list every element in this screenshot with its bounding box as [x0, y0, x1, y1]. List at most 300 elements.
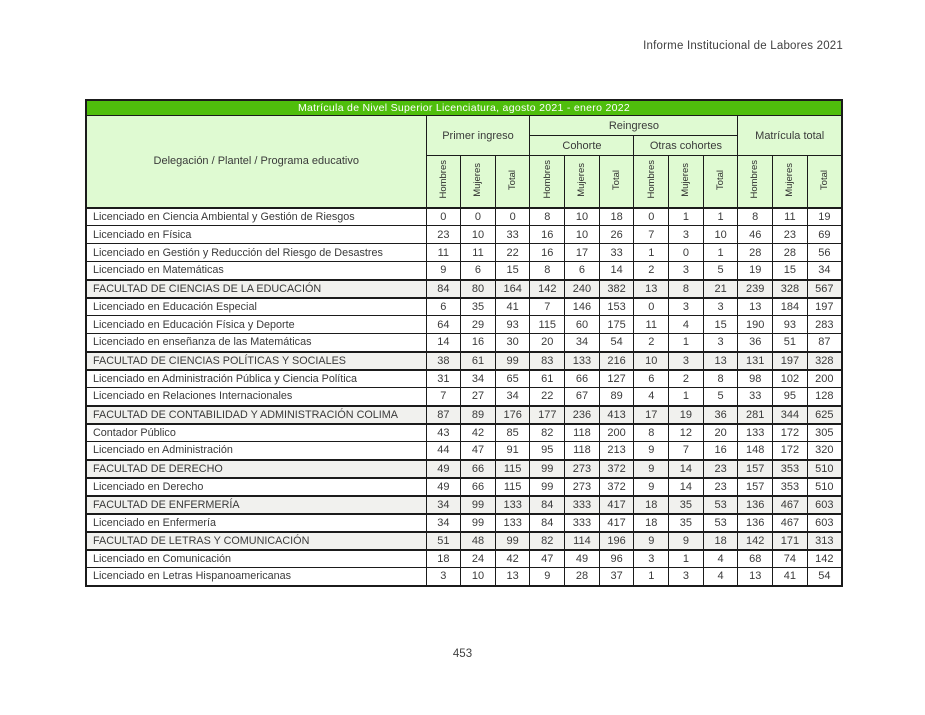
value-cell: 118: [565, 442, 600, 460]
value-cell: 67: [565, 388, 600, 406]
value-cell: 1: [669, 388, 704, 406]
value-cell: 0: [669, 244, 704, 262]
value-cell: 53: [703, 496, 738, 514]
value-cell: 20: [703, 424, 738, 442]
value-cell: 3: [634, 550, 669, 568]
value-cell: 41: [773, 568, 808, 586]
value-cell: 133: [495, 514, 530, 532]
value-cell: 0: [634, 298, 669, 316]
value-cell: 7: [634, 226, 669, 244]
value-cell: 98: [738, 370, 773, 388]
group-header-reingreso: Reingreso: [530, 116, 738, 136]
value-cell: 99: [461, 514, 496, 532]
column-header-mujeres: [773, 156, 808, 208]
value-cell: 3: [703, 298, 738, 316]
faculty-label: FACULTAD DE CONTABILIDAD Y ADMINISTRACIÓN COLIMA: [86, 406, 426, 424]
faculty-row: [86, 280, 842, 298]
value-cell: 172: [773, 442, 808, 460]
value-cell: 9: [426, 262, 461, 280]
value-cell: 2: [669, 370, 704, 388]
value-cell: 14: [669, 460, 704, 478]
value-cell: 36: [703, 406, 738, 424]
value-cell: 61: [461, 352, 496, 370]
value-cell: 603: [807, 514, 842, 532]
column-header-hombres: [426, 156, 461, 208]
value-cell: 10: [461, 568, 496, 586]
value-cell: 567: [807, 280, 842, 298]
table-title: Matrícula de Nivel Superior Licenciatura, agosto 2021 - enero 2022: [86, 100, 842, 116]
value-cell: 10: [461, 226, 496, 244]
value-cell: 146: [565, 298, 600, 316]
value-cell: 13: [738, 298, 773, 316]
value-cell: 115: [530, 316, 565, 334]
value-cell: 625: [807, 406, 842, 424]
value-cell: 2: [634, 334, 669, 352]
enrollment-table: [85, 99, 843, 587]
value-cell: 23: [703, 460, 738, 478]
column-header-label: Mujeres: [784, 162, 796, 197]
faculty-row: [86, 496, 842, 514]
value-cell: 102: [773, 370, 808, 388]
value-cell: 34: [807, 262, 842, 280]
value-cell: 54: [599, 334, 634, 352]
value-cell: 23: [773, 226, 808, 244]
value-cell: 273: [565, 460, 600, 478]
value-cell: 35: [669, 514, 704, 532]
column-header-total: [495, 156, 530, 208]
value-cell: 9: [530, 568, 565, 586]
value-cell: 240: [565, 280, 600, 298]
value-cell: 136: [738, 514, 773, 532]
value-cell: 200: [599, 424, 634, 442]
subgroup-header-cohorte: Cohorte: [530, 136, 634, 156]
value-cell: 213: [599, 442, 634, 460]
value-cell: 239: [738, 280, 773, 298]
value-cell: 8: [530, 262, 565, 280]
value-cell: 7: [669, 442, 704, 460]
value-cell: 19: [738, 262, 773, 280]
value-cell: 51: [426, 532, 461, 550]
value-cell: 200: [807, 370, 842, 388]
program-row: [86, 514, 842, 532]
program-label: Licenciado en Relaciones Internacionales: [86, 388, 426, 406]
enrollment-table-container: [85, 99, 843, 587]
value-cell: 136: [738, 496, 773, 514]
value-cell: 99: [495, 352, 530, 370]
value-cell: 9: [634, 478, 669, 496]
value-cell: 16: [530, 226, 565, 244]
value-cell: 1: [703, 208, 738, 226]
value-cell: 17: [634, 406, 669, 424]
value-cell: 196: [599, 532, 634, 550]
value-cell: 15: [495, 262, 530, 280]
program-label: Licenciado en Letras Hispanoamericanas: [86, 568, 426, 586]
value-cell: 5: [703, 388, 738, 406]
group-header-row: [86, 116, 842, 136]
value-cell: 11: [634, 316, 669, 334]
value-cell: 1: [669, 334, 704, 352]
value-cell: 9: [634, 532, 669, 550]
value-cell: 184: [773, 298, 808, 316]
value-cell: 4: [703, 568, 738, 586]
value-cell: 0: [634, 208, 669, 226]
program-label: Licenciado en Administración: [86, 442, 426, 460]
value-cell: 10: [565, 226, 600, 244]
value-cell: 417: [599, 514, 634, 532]
value-cell: 18: [703, 532, 738, 550]
value-cell: 35: [669, 496, 704, 514]
value-cell: 11: [461, 244, 496, 262]
value-cell: 41: [495, 298, 530, 316]
column-header-mujeres: [565, 156, 600, 208]
program-row: [86, 442, 842, 460]
value-cell: 18: [426, 550, 461, 568]
program-label: Licenciado en Administración Pública y Ciencia Política: [86, 370, 426, 388]
value-cell: 1: [669, 550, 704, 568]
program-label: Licenciado en Gestión y Reducción del Riesgo de Desastres: [86, 244, 426, 262]
value-cell: 13: [738, 568, 773, 586]
value-cell: 16: [461, 334, 496, 352]
column-header-total: [807, 156, 842, 208]
value-cell: 333: [565, 514, 600, 532]
value-cell: 99: [530, 460, 565, 478]
value-cell: 3: [669, 226, 704, 244]
value-cell: 11: [773, 208, 808, 226]
program-label: Licenciado en Derecho: [86, 478, 426, 496]
value-cell: 283: [807, 316, 842, 334]
value-cell: 85: [495, 424, 530, 442]
value-cell: 353: [773, 460, 808, 478]
value-cell: 80: [461, 280, 496, 298]
value-cell: 20: [530, 334, 565, 352]
value-cell: 99: [495, 532, 530, 550]
value-cell: 14: [426, 334, 461, 352]
column-header-total: [599, 156, 634, 208]
value-cell: 22: [530, 388, 565, 406]
program-label: Licenciado en Comunicación: [86, 550, 426, 568]
value-cell: 18: [634, 496, 669, 514]
value-cell: 216: [599, 352, 634, 370]
value-cell: 65: [495, 370, 530, 388]
value-cell: 413: [599, 406, 634, 424]
value-cell: 66: [461, 460, 496, 478]
value-cell: 34: [565, 334, 600, 352]
value-cell: 74: [773, 550, 808, 568]
value-cell: 15: [773, 262, 808, 280]
value-cell: 313: [807, 532, 842, 550]
value-cell: 382: [599, 280, 634, 298]
column-header-label: Total: [506, 169, 518, 190]
value-cell: 177: [530, 406, 565, 424]
value-cell: 49: [426, 478, 461, 496]
value-cell: 56: [807, 244, 842, 262]
table-body: [86, 208, 842, 586]
value-cell: 164: [495, 280, 530, 298]
value-cell: 175: [599, 316, 634, 334]
value-cell: 1: [634, 244, 669, 262]
value-cell: 197: [807, 298, 842, 316]
value-cell: 115: [495, 460, 530, 478]
value-cell: 3: [669, 262, 704, 280]
value-cell: 89: [599, 388, 634, 406]
value-cell: 89: [461, 406, 496, 424]
value-cell: 4: [669, 316, 704, 334]
value-cell: 328: [807, 352, 842, 370]
table-title-row: [86, 100, 842, 116]
value-cell: 8: [738, 208, 773, 226]
table-header: [86, 100, 842, 208]
value-cell: 148: [738, 442, 773, 460]
column-header-label: Hombres: [749, 160, 761, 200]
program-row: [86, 478, 842, 496]
value-cell: 18: [599, 208, 634, 226]
value-cell: 118: [565, 424, 600, 442]
value-cell: 29: [461, 316, 496, 334]
value-cell: 47: [530, 550, 565, 568]
report-header-title: Informe Institucional de Labores 2021: [643, 40, 843, 52]
value-cell: 68: [738, 550, 773, 568]
value-cell: 24: [461, 550, 496, 568]
value-cell: 87: [807, 334, 842, 352]
value-cell: 1: [669, 208, 704, 226]
value-cell: 84: [530, 514, 565, 532]
value-cell: 82: [530, 532, 565, 550]
value-cell: 10: [634, 352, 669, 370]
faculty-label: FACULTAD DE CIENCIAS POLÍTICAS Y SOCIALES: [86, 352, 426, 370]
value-cell: 83: [530, 352, 565, 370]
value-cell: 8: [530, 208, 565, 226]
program-row: [86, 388, 842, 406]
value-cell: 467: [773, 514, 808, 532]
faculty-row: [86, 532, 842, 550]
value-cell: 34: [461, 370, 496, 388]
value-cell: 417: [599, 496, 634, 514]
value-cell: 66: [565, 370, 600, 388]
column-header-hombres: [738, 156, 773, 208]
program-label: Licenciado en Física: [86, 226, 426, 244]
faculty-row: [86, 460, 842, 478]
value-cell: 34: [495, 388, 530, 406]
value-cell: 12: [669, 424, 704, 442]
value-cell: 372: [599, 460, 634, 478]
value-cell: 10: [565, 208, 600, 226]
value-cell: 142: [738, 532, 773, 550]
row-header-delegacion: Delegación / Plantel / Programa educativo: [86, 116, 426, 208]
value-cell: 44: [426, 442, 461, 460]
column-header-total: [703, 156, 738, 208]
value-cell: 28: [565, 568, 600, 586]
value-cell: 133: [738, 424, 773, 442]
value-cell: 43: [426, 424, 461, 442]
value-cell: 8: [669, 280, 704, 298]
value-cell: 19: [807, 208, 842, 226]
value-cell: 305: [807, 424, 842, 442]
column-header-label: Hombres: [645, 160, 657, 200]
program-label: Licenciado en enseñanza de las Matemáticas: [86, 334, 426, 352]
column-header-label: Total: [610, 169, 622, 190]
value-cell: 16: [530, 244, 565, 262]
faculty-row: [86, 352, 842, 370]
value-cell: 328: [773, 280, 808, 298]
program-row: [86, 370, 842, 388]
value-cell: 115: [495, 478, 530, 496]
value-cell: 197: [773, 352, 808, 370]
value-cell: 33: [599, 244, 634, 262]
value-cell: 0: [495, 208, 530, 226]
value-cell: 14: [669, 478, 704, 496]
group-header-primer-ingreso: Primer ingreso: [426, 116, 530, 156]
value-cell: 48: [461, 532, 496, 550]
value-cell: 128: [807, 388, 842, 406]
column-header-label: Mujeres: [576, 162, 588, 197]
value-cell: 49: [426, 460, 461, 478]
program-row: [86, 424, 842, 442]
value-cell: 91: [495, 442, 530, 460]
value-cell: 61: [530, 370, 565, 388]
faculty-label: FACULTAD DE ENFERMERÍA: [86, 496, 426, 514]
column-header-label: Total: [818, 169, 830, 190]
column-header-label: Mujeres: [472, 162, 484, 197]
column-header-label: Hombres: [437, 160, 449, 200]
value-cell: 69: [807, 226, 842, 244]
value-cell: 157: [738, 478, 773, 496]
value-cell: 190: [738, 316, 773, 334]
value-cell: 53: [703, 514, 738, 532]
value-cell: 510: [807, 460, 842, 478]
value-cell: 42: [461, 424, 496, 442]
program-row: [86, 298, 842, 316]
value-cell: 28: [773, 244, 808, 262]
value-cell: 176: [495, 406, 530, 424]
value-cell: 51: [773, 334, 808, 352]
value-cell: 34: [426, 496, 461, 514]
value-cell: 236: [565, 406, 600, 424]
value-cell: 84: [426, 280, 461, 298]
value-cell: 38: [426, 352, 461, 370]
value-cell: 47: [461, 442, 496, 460]
program-row: [86, 316, 842, 334]
value-cell: 510: [807, 478, 842, 496]
program-label: Licenciado en Educación Especial: [86, 298, 426, 316]
value-cell: 127: [599, 370, 634, 388]
value-cell: 7: [426, 388, 461, 406]
program-row: [86, 226, 842, 244]
value-cell: 36: [738, 334, 773, 352]
value-cell: 320: [807, 442, 842, 460]
value-cell: 17: [565, 244, 600, 262]
value-cell: 13: [634, 280, 669, 298]
program-row: [86, 262, 842, 280]
value-cell: 11: [426, 244, 461, 262]
value-cell: 87: [426, 406, 461, 424]
value-cell: 60: [565, 316, 600, 334]
value-cell: 34: [426, 514, 461, 532]
value-cell: 9: [634, 460, 669, 478]
value-cell: 30: [495, 334, 530, 352]
value-cell: 99: [461, 496, 496, 514]
value-cell: 0: [461, 208, 496, 226]
value-cell: 15: [703, 316, 738, 334]
value-cell: 353: [773, 478, 808, 496]
value-cell: 142: [807, 550, 842, 568]
program-label: Contador Público: [86, 424, 426, 442]
faculty-label: FACULTAD DE CIENCIAS DE LA EDUCACIÓN: [86, 280, 426, 298]
value-cell: 114: [565, 532, 600, 550]
value-cell: 37: [599, 568, 634, 586]
value-cell: 1: [634, 568, 669, 586]
value-cell: 95: [530, 442, 565, 460]
value-cell: 13: [495, 568, 530, 586]
value-cell: 142: [530, 280, 565, 298]
value-cell: 3: [703, 334, 738, 352]
value-cell: 18: [634, 514, 669, 532]
faculty-label: FACULTAD DE LETRAS Y COMUNICACIÓN: [86, 532, 426, 550]
value-cell: 3: [669, 298, 704, 316]
value-cell: 35: [461, 298, 496, 316]
value-cell: 10: [703, 226, 738, 244]
value-cell: 3: [426, 568, 461, 586]
value-cell: 8: [703, 370, 738, 388]
value-cell: 1: [703, 244, 738, 262]
value-cell: 3: [669, 568, 704, 586]
value-cell: 333: [565, 496, 600, 514]
value-cell: 14: [599, 262, 634, 280]
value-cell: 133: [495, 496, 530, 514]
column-header-mujeres: [669, 156, 704, 208]
value-cell: 66: [461, 478, 496, 496]
value-cell: 281: [738, 406, 773, 424]
value-cell: 19: [669, 406, 704, 424]
value-cell: 9: [669, 532, 704, 550]
value-cell: 49: [565, 550, 600, 568]
value-cell: 27: [461, 388, 496, 406]
value-cell: 26: [599, 226, 634, 244]
column-header-hombres: [634, 156, 669, 208]
value-cell: 93: [495, 316, 530, 334]
value-cell: 6: [426, 298, 461, 316]
value-cell: 467: [773, 496, 808, 514]
value-cell: 6: [565, 262, 600, 280]
value-cell: 9: [634, 442, 669, 460]
column-header-label: Hombres: [541, 160, 553, 200]
program-row: [86, 550, 842, 568]
value-cell: 64: [426, 316, 461, 334]
value-cell: 7: [530, 298, 565, 316]
value-cell: 603: [807, 496, 842, 514]
group-header-matricula-total: Matrícula total: [738, 116, 842, 156]
program-label: Licenciado en Enfermería: [86, 514, 426, 532]
program-row: [86, 208, 842, 226]
value-cell: 46: [738, 226, 773, 244]
value-cell: 153: [599, 298, 634, 316]
value-cell: 96: [599, 550, 634, 568]
program-label: Licenciado en Ciencia Ambiental y Gestión de Riesgos: [86, 208, 426, 226]
value-cell: 22: [495, 244, 530, 262]
value-cell: 33: [495, 226, 530, 244]
value-cell: 95: [773, 388, 808, 406]
program-row: [86, 334, 842, 352]
value-cell: 82: [530, 424, 565, 442]
program-row: [86, 244, 842, 262]
value-cell: 93: [773, 316, 808, 334]
value-cell: 273: [565, 478, 600, 496]
value-cell: 344: [773, 406, 808, 424]
value-cell: 2: [634, 262, 669, 280]
value-cell: 172: [773, 424, 808, 442]
value-cell: 157: [738, 460, 773, 478]
column-header-label: Mujeres: [680, 162, 692, 197]
value-cell: 84: [530, 496, 565, 514]
